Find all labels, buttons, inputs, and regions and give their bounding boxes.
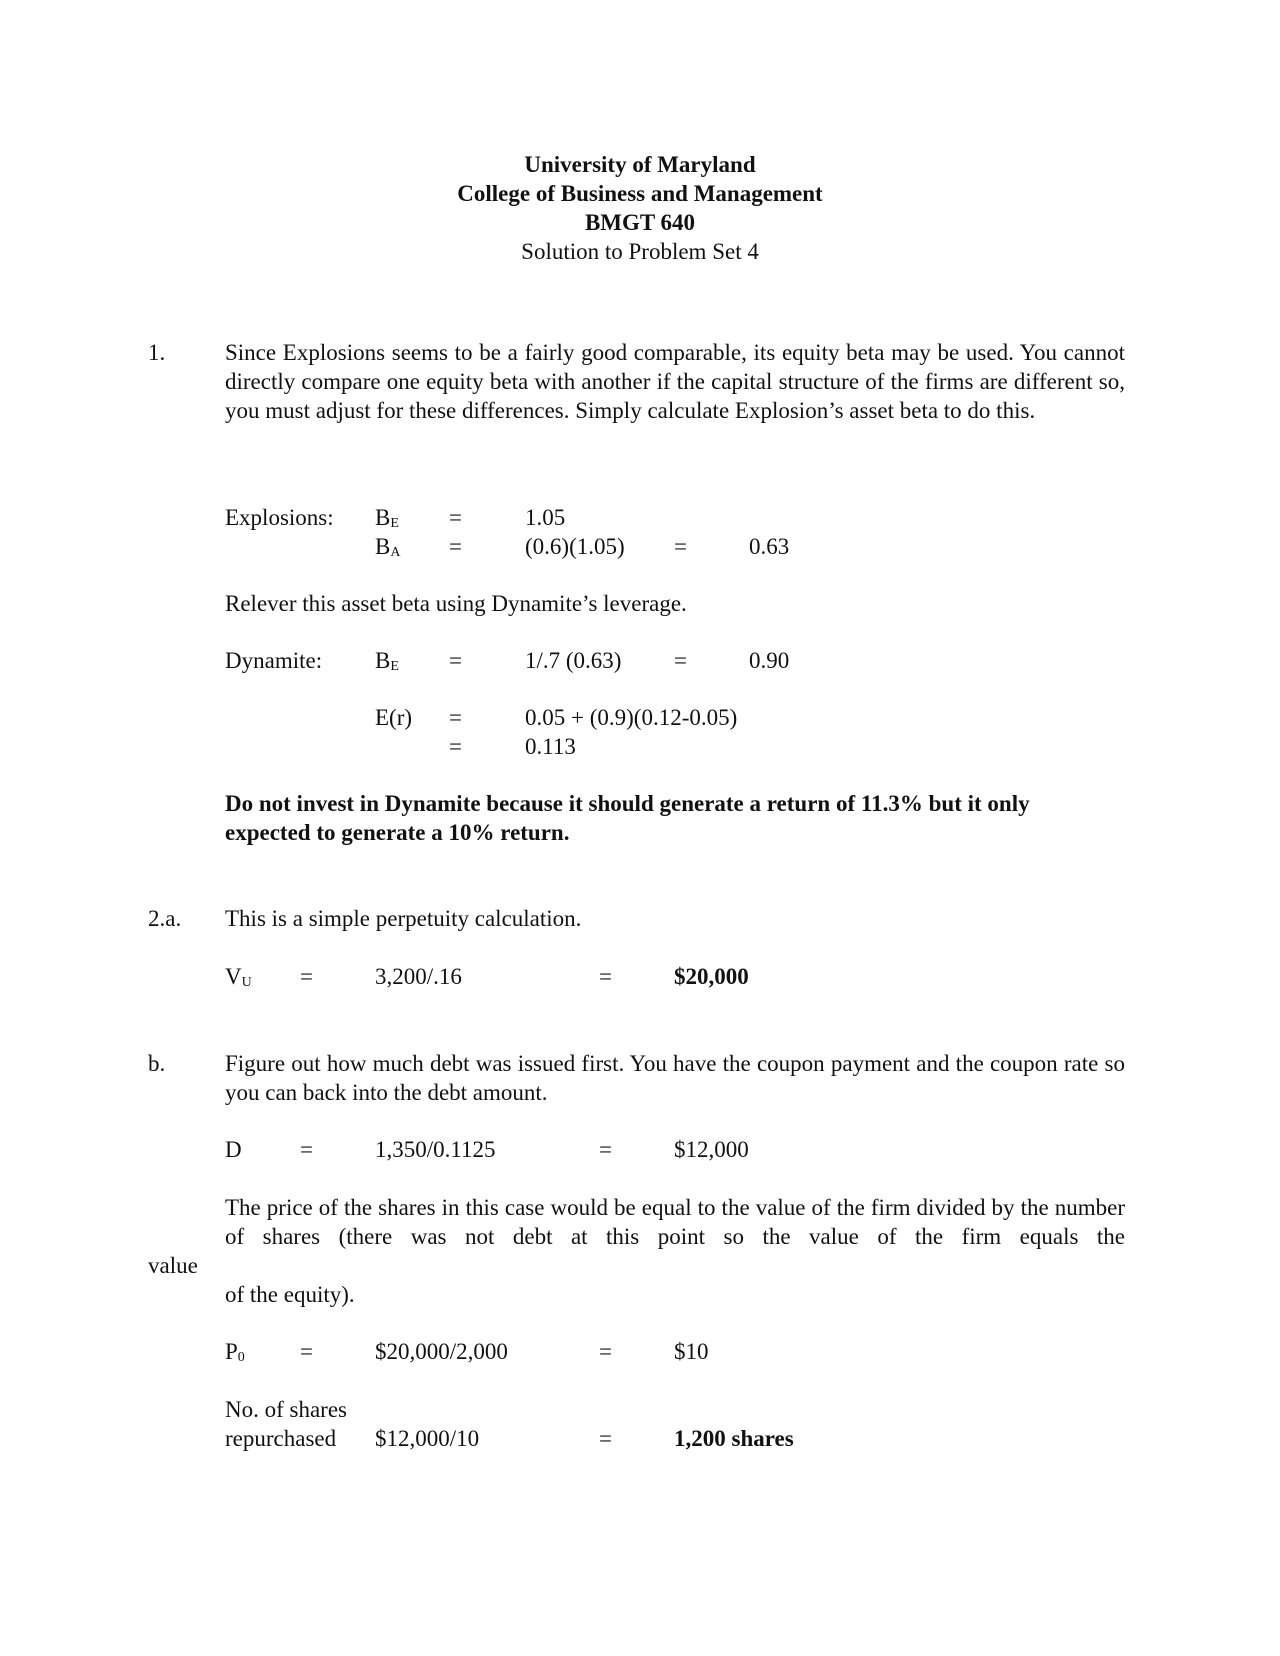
beta-asset-subscript: A — [390, 545, 401, 560]
shares-repurchased-expression: $12,000/10 — [375, 1426, 480, 1451]
share-price-result: $10 — [674, 1339, 709, 1364]
debt-label: D — [225, 1137, 242, 1162]
document-subtitle: Solution to Problem Set 4 — [521, 239, 759, 264]
relever-text: Relever this asset beta using Dynamite’s leverage. — [225, 591, 687, 616]
equals-sign: = — [449, 505, 462, 530]
shares-repurchased-label-line1: No. of shares — [225, 1397, 347, 1422]
share-price-text: The price of the shares in this case would be equal to the value of the firm divided by the number of shares (there was not debt at this point so the value of the firm equals the — [225, 1195, 1125, 1249]
price-zero-subscript: 0 — [237, 1350, 245, 1365]
equals-sign: = — [599, 1426, 612, 1451]
question-1-intro: Since Explosions seems to be a fairly good comparable, its equity beta may be used. You cannot directly compare one equity beta with another if the capital structure of the firms are different so, you must adjust for these differences. Simply calculate Explosion’s asset beta to do this. — [225, 340, 1125, 423]
asset-beta-expression: (0.6)(1.05) — [525, 534, 625, 559]
equals-sign: = — [599, 1339, 612, 1364]
explosions-label: Explosions: — [225, 505, 334, 530]
equals-sign: = — [599, 964, 612, 989]
equals-sign: = — [449, 648, 462, 673]
explosions-equity-beta: 1.05 — [525, 505, 566, 530]
equals-sign: = — [449, 734, 462, 759]
dynamite-beta-result: 0.90 — [749, 648, 790, 673]
beta-equity-subscript: E — [390, 659, 399, 674]
equals-sign: = — [599, 1137, 612, 1162]
beta-equity-symbol — [375, 646, 399, 679]
value-unlevered-symbol — [225, 962, 252, 995]
debt-expression: 1,350/0.1125 — [375, 1137, 496, 1162]
beta-asset-symbol — [375, 532, 400, 565]
beta-equity-subscript: E — [390, 516, 399, 531]
expected-return-result: 0.113 — [525, 734, 576, 759]
beta-equity-base: B — [375, 648, 391, 673]
question-number-2a: 2.a. — [148, 906, 182, 931]
document-header — [0, 150, 1280, 266]
equals-sign: = — [300, 1339, 313, 1364]
share-price-text-wrap: value — [148, 1253, 198, 1278]
equals-sign: = — [449, 534, 462, 559]
shares-repurchased-label-line2: repurchased — [225, 1426, 337, 1451]
asset-beta-result: 0.63 — [749, 534, 790, 559]
expected-return-expression: 0.05 + (0.9)(0.12-0.05) — [525, 705, 738, 730]
value-unlevered-subscript: U — [241, 975, 252, 990]
shares-repurchased-result: 1,200 shares — [674, 1426, 794, 1451]
dynamite-label: Dynamite: — [225, 648, 323, 673]
price-zero-base: P — [225, 1339, 238, 1364]
equals-sign: = — [449, 705, 462, 730]
question-number-1: 1. — [148, 340, 166, 365]
debt-result: $12,000 — [674, 1137, 749, 1162]
question-number-2b: b. — [148, 1051, 166, 1076]
expected-return-label: E(r) — [375, 705, 413, 730]
unlevered-value-expression: 3,200/.16 — [375, 964, 462, 989]
value-unlevered-base: V — [225, 964, 242, 989]
college-title: College of Business and Management — [457, 181, 823, 206]
university-title: University of Maryland — [524, 152, 756, 177]
dynamite-beta-expression: 1/.7 (0.63) — [525, 648, 622, 673]
course-code: BMGT 640 — [584, 210, 696, 235]
equals-sign: = — [300, 1137, 313, 1162]
beta-equity-base: B — [375, 505, 391, 530]
equals-sign: = — [300, 964, 313, 989]
unlevered-value-result: $20,000 — [674, 964, 749, 989]
price-zero-symbol — [225, 1337, 245, 1370]
question-2a-text: This is a simple perpetuity calculation. — [225, 906, 582, 931]
beta-asset-base: B — [375, 534, 391, 559]
question-2b-text: Figure out how much debt was issued first. You have the coupon payment and the coupon rate so you can back into the debt amount. — [225, 1051, 1125, 1105]
share-price-text-end: of the equity). — [225, 1282, 355, 1307]
equals-sign: = — [674, 648, 687, 673]
share-price-expression: $20,000/2,000 — [375, 1339, 508, 1364]
equals-sign: = — [674, 534, 687, 559]
question-1-conclusion: Do not invest in Dynamite because it should generate a return of 11.3% but it only expected to generate a 10% return. — [225, 791, 1030, 845]
